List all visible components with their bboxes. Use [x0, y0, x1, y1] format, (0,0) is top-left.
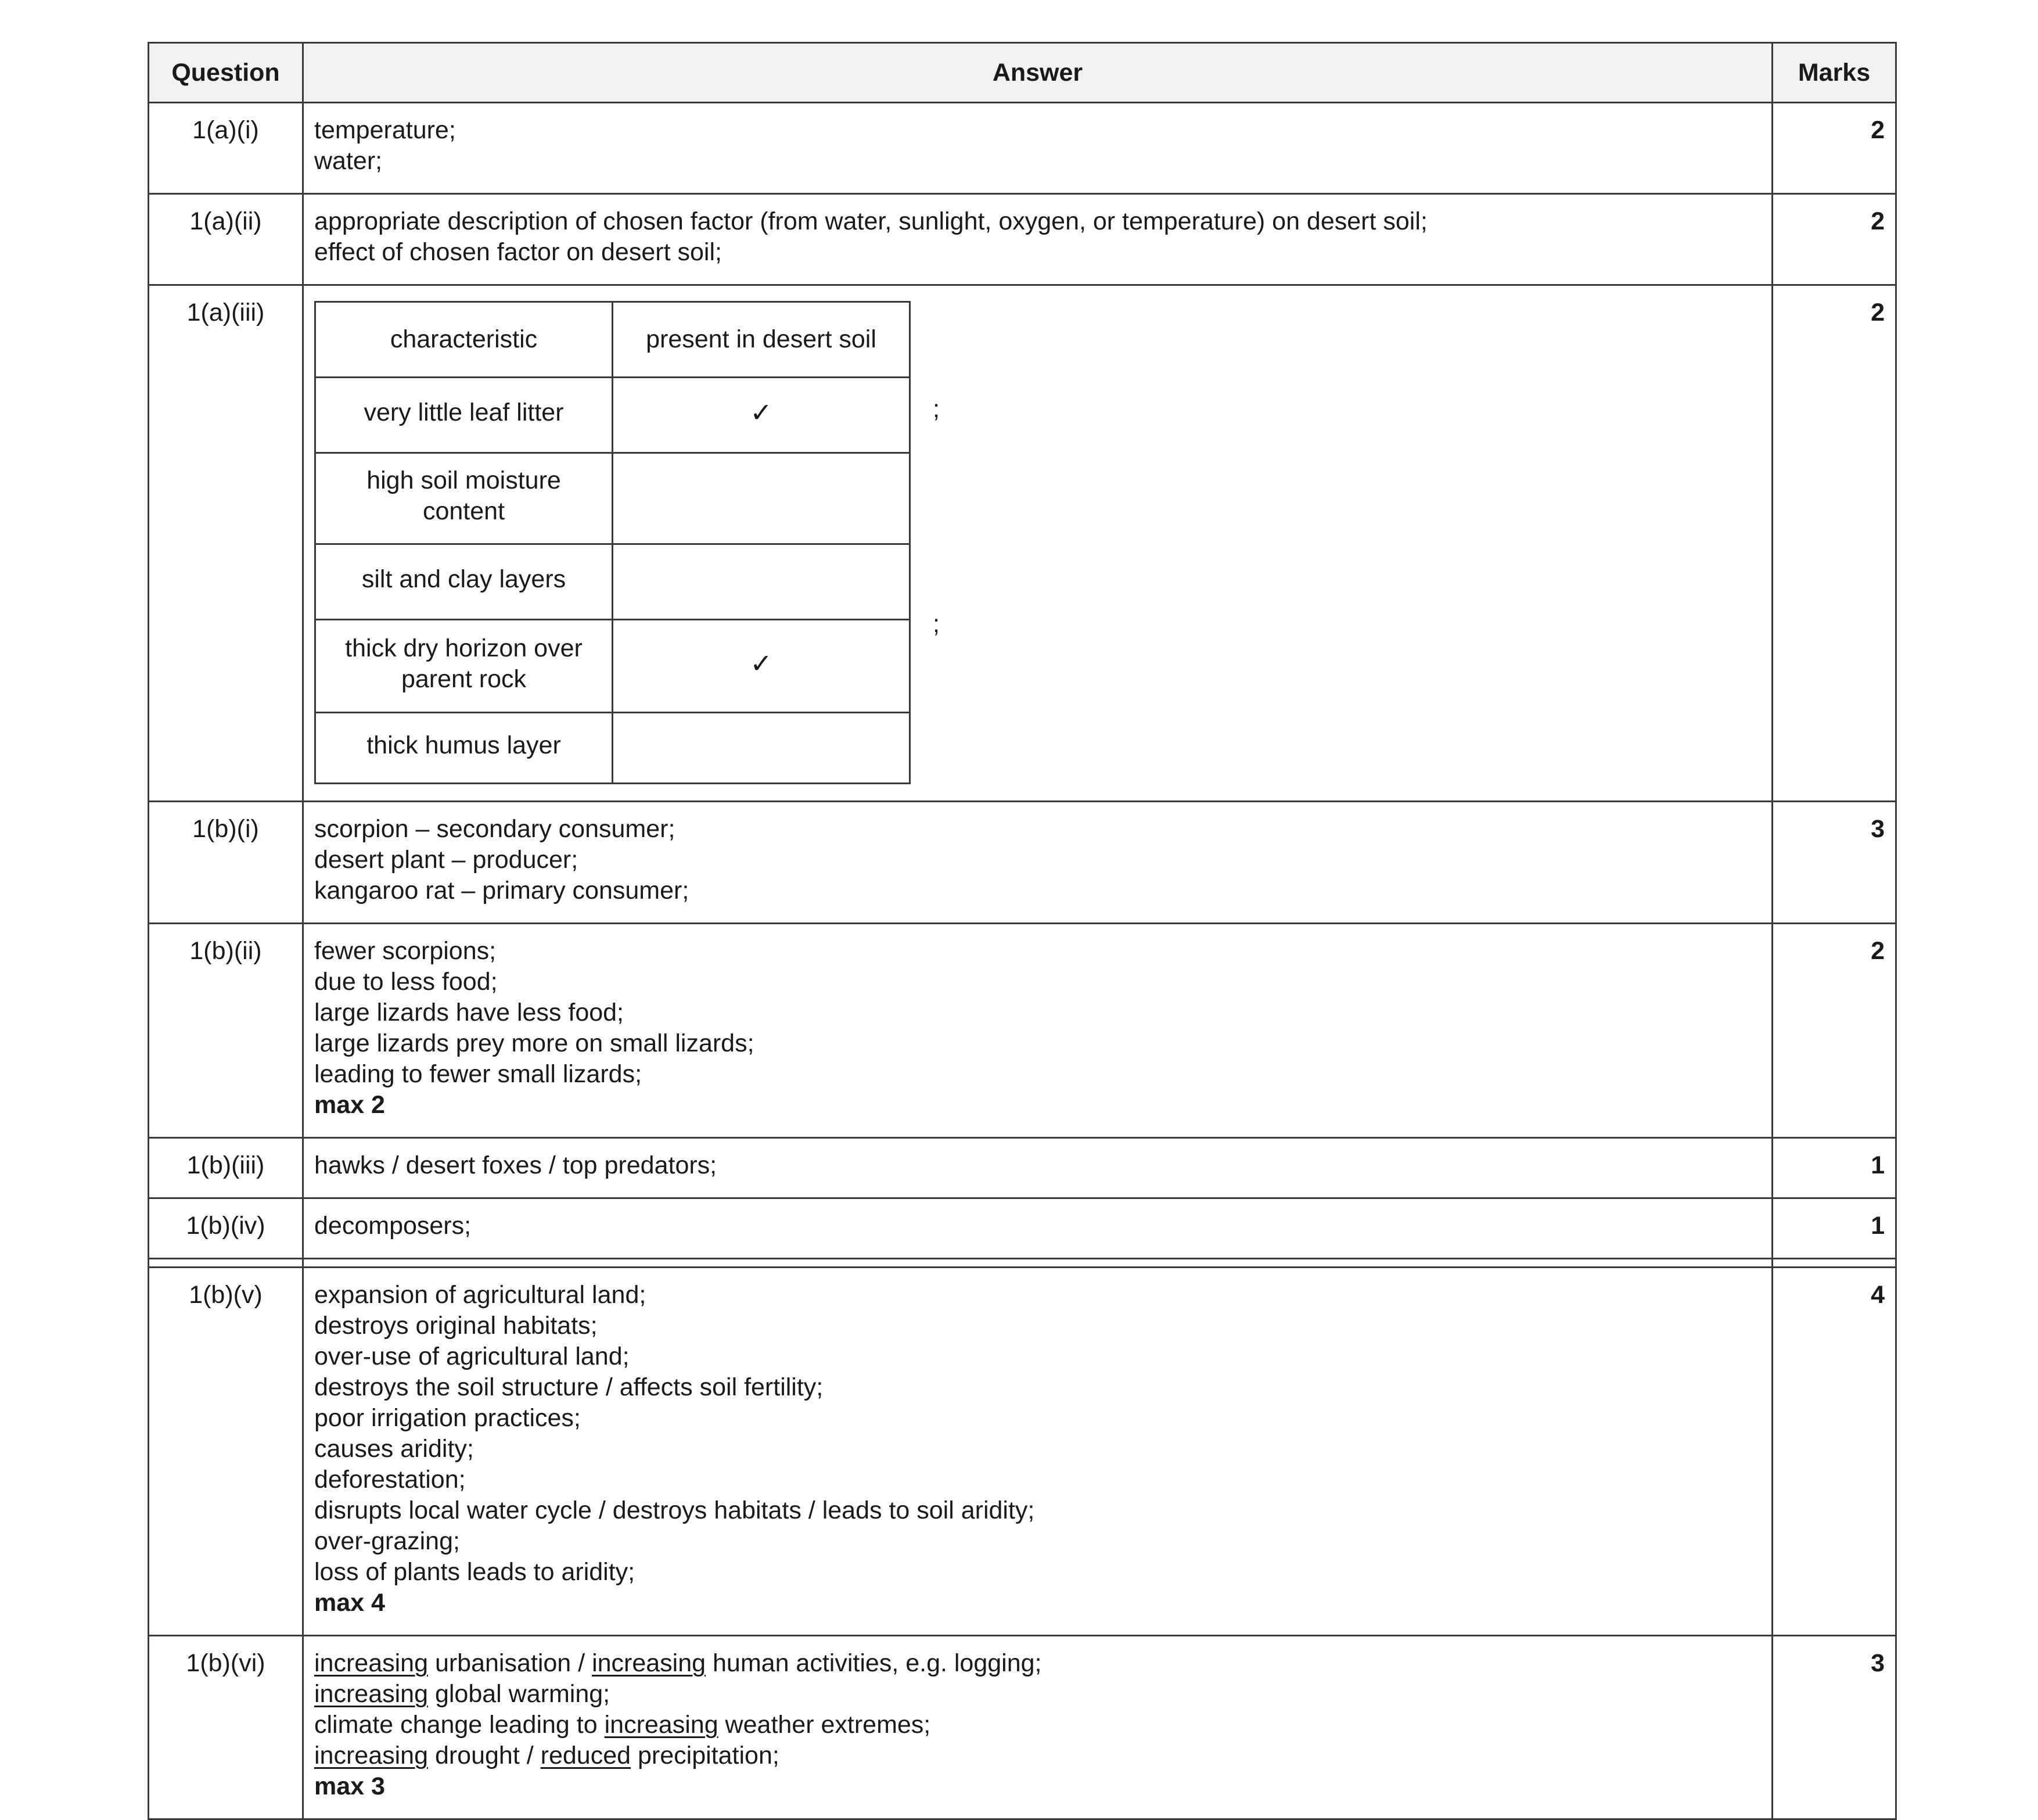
marks-value: 1	[1773, 1138, 1896, 1198]
marks-value: 3	[1773, 1636, 1896, 1819]
max-marks-note: max 3	[314, 1772, 385, 1800]
answer-line	[314, 1710, 1761, 1740]
question-number: 1(a)(ii)	[149, 194, 303, 285]
characteristic-row	[315, 453, 910, 544]
underlined-term: reduced	[540, 1742, 631, 1769]
question-number: 1(a)(i)	[149, 103, 303, 194]
answer-line: temperature;	[314, 116, 456, 144]
answer-line: loss of plants leads to aridity;	[314, 1558, 635, 1586]
underlined-term: increasing	[314, 1680, 428, 1708]
answer-cell	[303, 1138, 1773, 1198]
marks-header: Marks	[1773, 43, 1896, 103]
question-number: 1(b)(iv)	[149, 1198, 303, 1259]
answer-cell	[303, 103, 1773, 194]
characteristic-label: silt and clay layers	[315, 544, 613, 620]
answer-line: large lizards have less food;	[314, 999, 624, 1026]
present-cell	[613, 544, 910, 620]
row-divider	[149, 1259, 1896, 1268]
underlined-term: increasing	[314, 1742, 428, 1769]
underlined-term: increasing	[314, 1649, 428, 1677]
characteristic-label: thick humus layer	[315, 713, 613, 784]
table-row	[149, 103, 1896, 194]
check-icon: ✓	[613, 620, 910, 713]
underlined-term: increasing	[592, 1649, 706, 1677]
characteristic-row	[315, 620, 910, 713]
question-number: 1(b)(iii)	[149, 1138, 303, 1198]
question-number: 1(b)(v)	[149, 1268, 303, 1636]
answer-cell	[303, 1268, 1773, 1636]
marks-value: 2	[1773, 924, 1896, 1138]
answer-line: kangaroo rat – primary consumer;	[314, 877, 689, 904]
row-separator: ;	[933, 395, 940, 423]
answer-line: scorpion – secondary consumer;	[314, 815, 675, 843]
question-number: 1(a)(iii)	[149, 285, 303, 802]
answer-line: causes aridity;	[314, 1435, 474, 1463]
answer-text: urbanisation /	[428, 1649, 592, 1677]
marks-value: 3	[1773, 802, 1896, 924]
answer-cell	[303, 1636, 1773, 1819]
characteristic-header: characteristic	[315, 302, 613, 378]
question-number: 1(b)(i)	[149, 802, 303, 924]
answer-line: destroys the soil structure / affects soil fertility;	[314, 1373, 824, 1401]
characteristic-label: very little leaf litter	[315, 378, 613, 453]
marks-value: 2	[1773, 194, 1896, 285]
answer-text: weather extremes;	[718, 1711, 931, 1739]
answer-line: hawks / desert foxes / top predators;	[314, 1151, 717, 1179]
characteristic-header-row	[315, 302, 910, 378]
answer-line: leading to fewer small lizards;	[314, 1060, 642, 1088]
table-row	[149, 1636, 1896, 1819]
answer-line: destroys original habitats;	[314, 1312, 598, 1340]
marks-value: 2	[1773, 285, 1896, 802]
table-row	[149, 1138, 1896, 1198]
answer-line: water;	[314, 147, 383, 175]
characteristic-label: high soil moisture content	[315, 453, 613, 544]
answer-line: poor irrigation practices;	[314, 1404, 581, 1432]
answer-line: deforestation;	[314, 1466, 466, 1494]
characteristic-row	[315, 378, 910, 453]
present-header: present in desert soil	[613, 302, 910, 378]
answer-line: desert plant – producer;	[314, 846, 578, 874]
underlined-term: increasing	[604, 1711, 718, 1739]
answer-cell	[303, 194, 1773, 285]
characteristic-table	[314, 301, 911, 784]
marks-value: 1	[1773, 1198, 1896, 1259]
answer-line: appropriate description of chosen factor (from water, sunlight, oxygen, or temperature) on desert soil;	[314, 207, 1428, 235]
present-cell	[613, 453, 910, 544]
question-header: Question	[149, 43, 303, 103]
header-row	[149, 43, 1896, 103]
answer-line: decomposers;	[314, 1212, 472, 1240]
answer-header: Answer	[303, 43, 1773, 103]
answer-line: disrupts local water cycle / destroys habitats / leads to soil aridity;	[314, 1496, 1035, 1524]
answer-text: global warming;	[428, 1680, 610, 1708]
table-row	[149, 1198, 1896, 1259]
answer-line: large lizards prey more on small lizards;	[314, 1029, 754, 1057]
characteristic-label: thick dry horizon over parent rock	[315, 620, 613, 713]
answer-line: over-use of agricultural land;	[314, 1342, 630, 1370]
answer-text: drought /	[428, 1742, 541, 1769]
table-row	[149, 1268, 1896, 1636]
separator-column	[911, 301, 957, 766]
answer-cell	[303, 924, 1773, 1138]
characteristic-row	[315, 713, 910, 784]
table-row	[149, 194, 1896, 285]
answer-cell	[303, 1198, 1773, 1259]
table-row	[149, 802, 1896, 924]
table-row	[149, 924, 1896, 1138]
marks-value: 4	[1773, 1268, 1896, 1636]
answer-line: effect of chosen factor on desert soil;	[314, 238, 722, 266]
mark-scheme-table	[148, 42, 1897, 1820]
max-marks-note: max 2	[314, 1091, 385, 1119]
answer-line	[314, 1648, 1761, 1679]
present-cell	[613, 713, 910, 784]
answer-text: human activities, e.g. logging;	[706, 1649, 1042, 1677]
question-number: 1(b)(vi)	[149, 1636, 303, 1819]
answer-line: expansion of agricultural land;	[314, 1281, 646, 1309]
answer-line	[314, 1740, 1761, 1771]
table-row	[149, 285, 1896, 802]
max-marks-note: max 4	[314, 1589, 385, 1617]
answer-line	[314, 1679, 1761, 1710]
answer-line: due to less food;	[314, 968, 498, 996]
characteristic-row	[315, 544, 910, 620]
answer-text: precipitation;	[631, 1742, 779, 1769]
check-icon: ✓	[613, 378, 910, 453]
row-separator: ;	[933, 610, 940, 638]
answer-line: over-grazing;	[314, 1527, 460, 1555]
answer-cell	[303, 802, 1773, 924]
marks-value: 2	[1773, 103, 1896, 194]
question-number: 1(b)(ii)	[149, 924, 303, 1138]
answer-text: climate change leading to	[314, 1711, 605, 1739]
answer-cell	[303, 285, 1773, 802]
answer-line: fewer scorpions;	[314, 937, 497, 965]
